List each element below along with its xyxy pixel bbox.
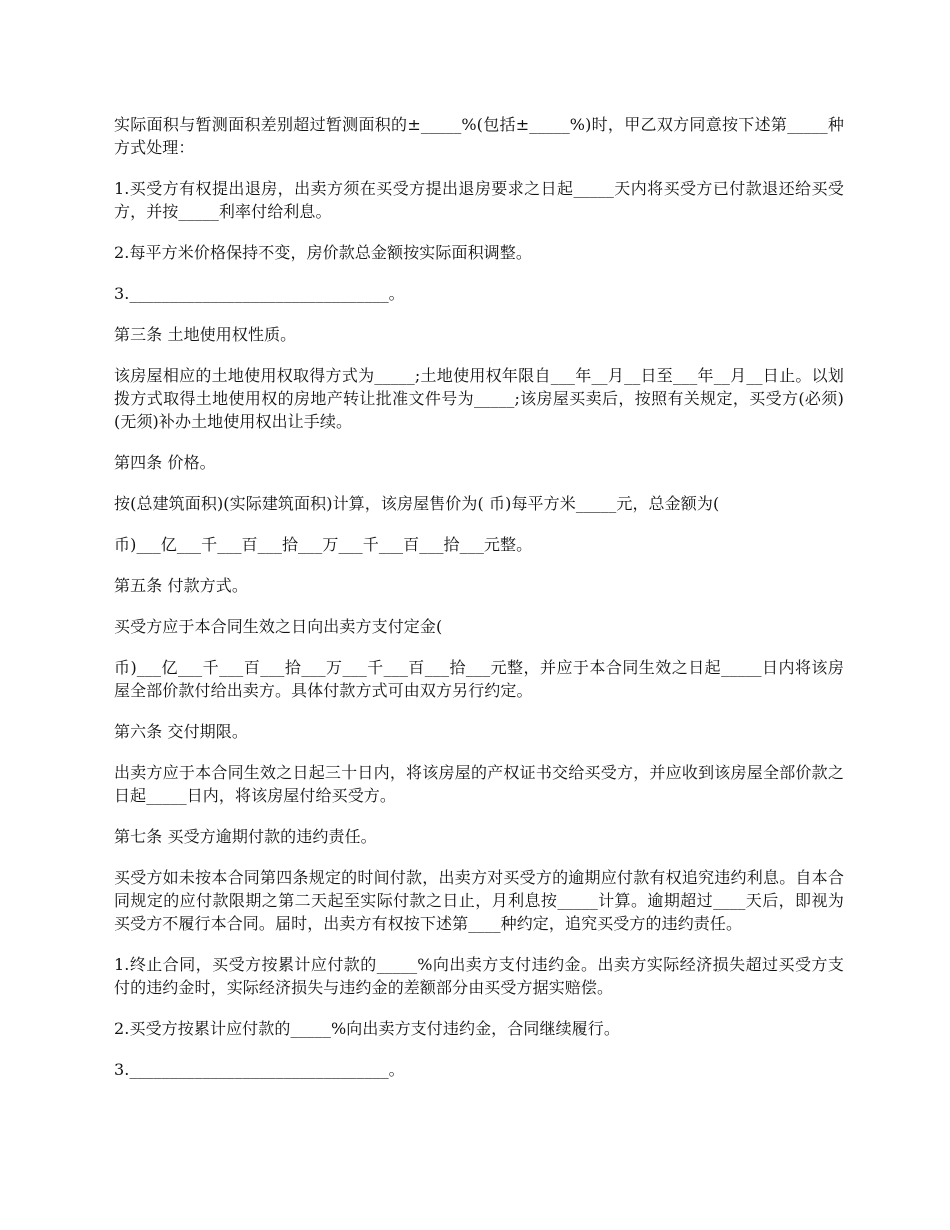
article-6-body: 出卖方应于本合同生效之日起三十日内，将该房屋的产权证书交给买受方，并应收到该房屋全部价款之日起_____日内，将该房屋付给买受方。: [114, 763, 844, 805]
article-5-deposit: 买受方应于本合同生效之日向出卖方支付定金(: [114, 617, 443, 636]
contract-body: [114, 113, 844, 1099]
article-4-price: 按(总建筑面积)(实际建筑面积)计算，该房屋售价为( 币)每平方米_____元，总金额为(: [114, 494, 720, 513]
article-4-total: 币)___亿___千___百___拾___万___千___百___拾___元整。: [114, 535, 533, 554]
article-3-heading: 第三条 土地使用权性质。: [114, 325, 297, 344]
article-3-body: 该房屋相应的土地使用权取得方式为_____;土地使用权年限自___年__月__日至___年__月__日止。以划拨方式取得土地使用权的房地产转让批准文件号为_____;该房屋买卖后，按照有关规定，买受方(必须)(无须)补办土地使用权出让手续。: [114, 366, 844, 431]
article-6-heading: 第六条 交付期限。: [114, 722, 248, 741]
article-5-heading: 第五条 付款方式。: [114, 576, 248, 595]
article-7-option-2: 2.买受方按累计应付款的_____%向出卖方支付违约金，合同继续履行。: [114, 1019, 620, 1038]
article-7-body: 买受方如未按本合同第四条规定的时间付款，出卖方对买受方的逾期应付款有权追究违约利息。自本合同规定的应付款限期之第二天起至实际付款之日止，月利息按_____计算。逾期超过____天后，即视为买受方不履行本合同。届时，出卖方有权按下述第____种约定，追究买受方的违约责任。: [114, 868, 844, 933]
article-7-option-3: 3.________________________________。: [114, 1060, 405, 1079]
option-3-blank: 3.________________________________。: [114, 284, 405, 303]
article-7-option-1: 1.终止合同，买受方按累计应付款的_____%向出卖方支付违约金。出卖方实际经济损失超过买受方支付的违约金时，实际经济损失与违约金的差额部分由买受方据实赔偿。: [114, 955, 844, 997]
article-7-heading: 第七条 买受方逾期付款的违约责任。: [114, 827, 377, 846]
clause-area-difference: 实际面积与暂测面积差别超过暂测面积的±_____%(包括±_____%)时，甲乙双方同意按下述第_____种方式处理：: [114, 115, 844, 157]
option-1-refund: 1.买受方有权提出退房，出卖方须在买受方提出退房要求之日起_____天内将买受方已付款退还给买受方，并按_____利率付给利息。: [114, 179, 844, 221]
article-4-heading: 第四条 价格。: [114, 453, 216, 472]
article-5-payment: 币)___亿___千___百___拾___万___千___百___拾___元整，并应于本合同生效之日起_____日内将该房屋全部价款付给出卖方。具体付款方式可由双方另行约定。: [114, 658, 844, 700]
option-2-price-adjust: 2.每平方米价格保持不变，房价款总金额按实际面积调整。: [114, 243, 532, 262]
